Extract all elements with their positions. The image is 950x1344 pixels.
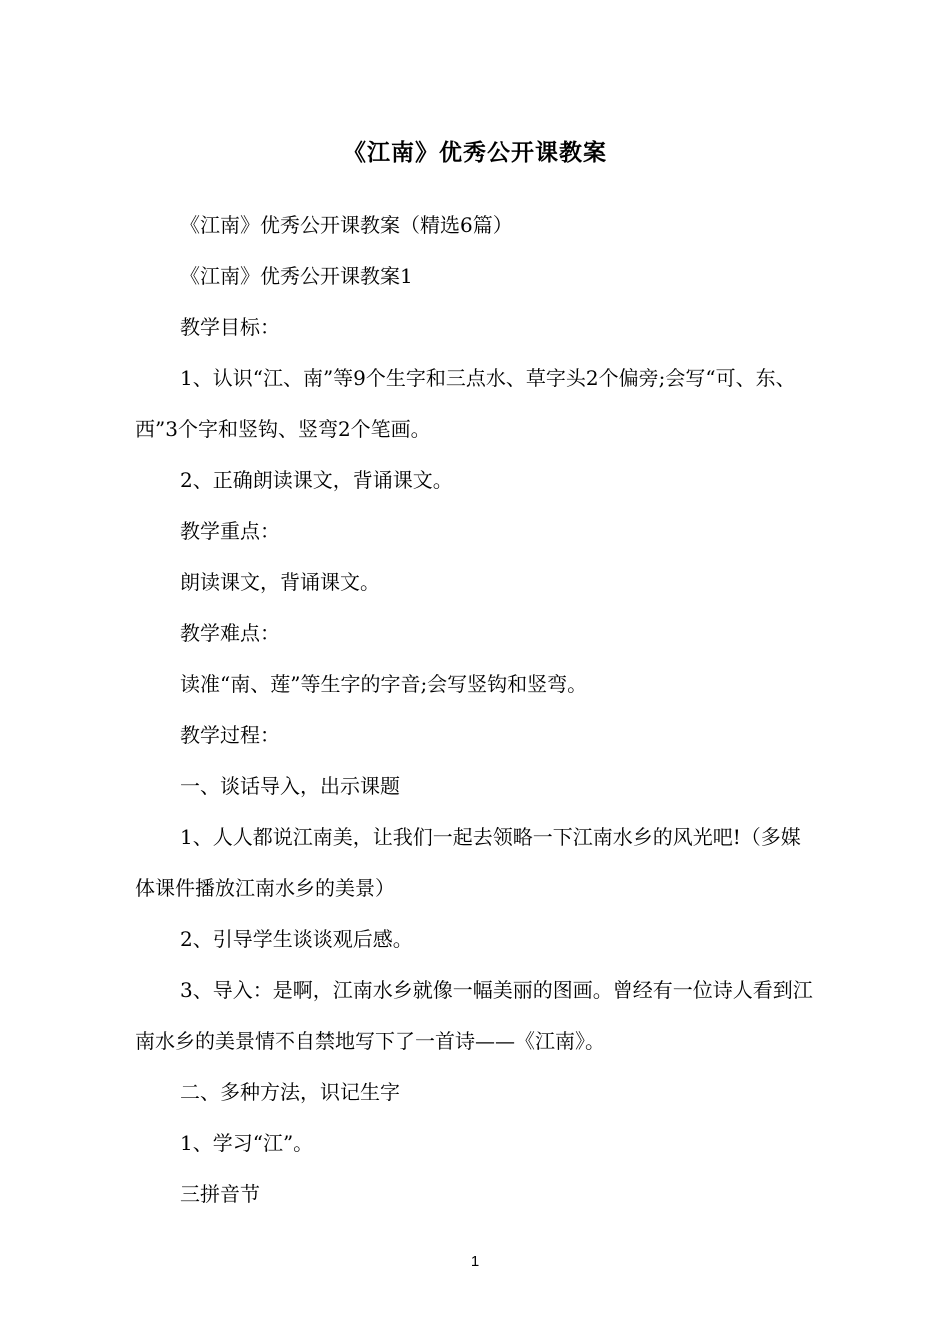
paragraph-objectives-heading: 教学目标： [180,315,280,339]
document-body [135,200,815,1220]
paragraph-key-points: 朗读课文，背诵课文。 [180,570,380,594]
paragraph-subtitle: 《江南》优秀公开课教案（精选6篇） [180,213,513,237]
paragraph-step-2-heading: 二、多种方法，识记生字 [180,1080,400,1104]
document-title: 《江南》优秀公开课教案 [343,140,607,166]
paragraph-difficulties-heading: 教学难点： [180,621,280,645]
paragraph-step-1-heading: 一、谈话导入，出示课题 [180,774,400,798]
paragraph-step-1-1: 1、人人都说江南美，让我们一起去领略一下江南水乡的风光吧!（多媒体课件播放江南水乡的美景） [135,825,801,900]
paragraph-section-heading: 《江南》优秀公开课教案1 [180,264,413,288]
paragraph-objective-2: 2、正确朗读课文，背诵课文。 [180,468,453,492]
paragraph-difficulties: 读准“南、莲”等生字的字音;会写竖钩和竖弯。 [180,672,588,696]
paragraph-pinyin: 三拼音节 [180,1182,260,1206]
page-number: 1 [470,1253,480,1270]
paragraph-step-1-2: 2、引导学生谈谈观后感。 [180,927,413,951]
paragraph-objective-1: 1、认识“江、南”等9个生字和三点水、草字头2个偏旁;会写“可、东、西”3个字和竖钩、竖弯2个笔画。 [135,366,796,441]
paragraph-process-heading: 教学过程： [180,723,280,747]
paragraph-key-points-heading: 教学重点： [180,519,280,543]
paragraph-step-2-1: 1、学习“江”。 [180,1131,314,1155]
paragraph-step-1-3: 3、导入：是啊，江南水乡就像一幅美丽的图画。曾经有一位诗人看到江南水乡的美景情不自禁地写下了一首诗——《江南》。 [135,978,813,1053]
